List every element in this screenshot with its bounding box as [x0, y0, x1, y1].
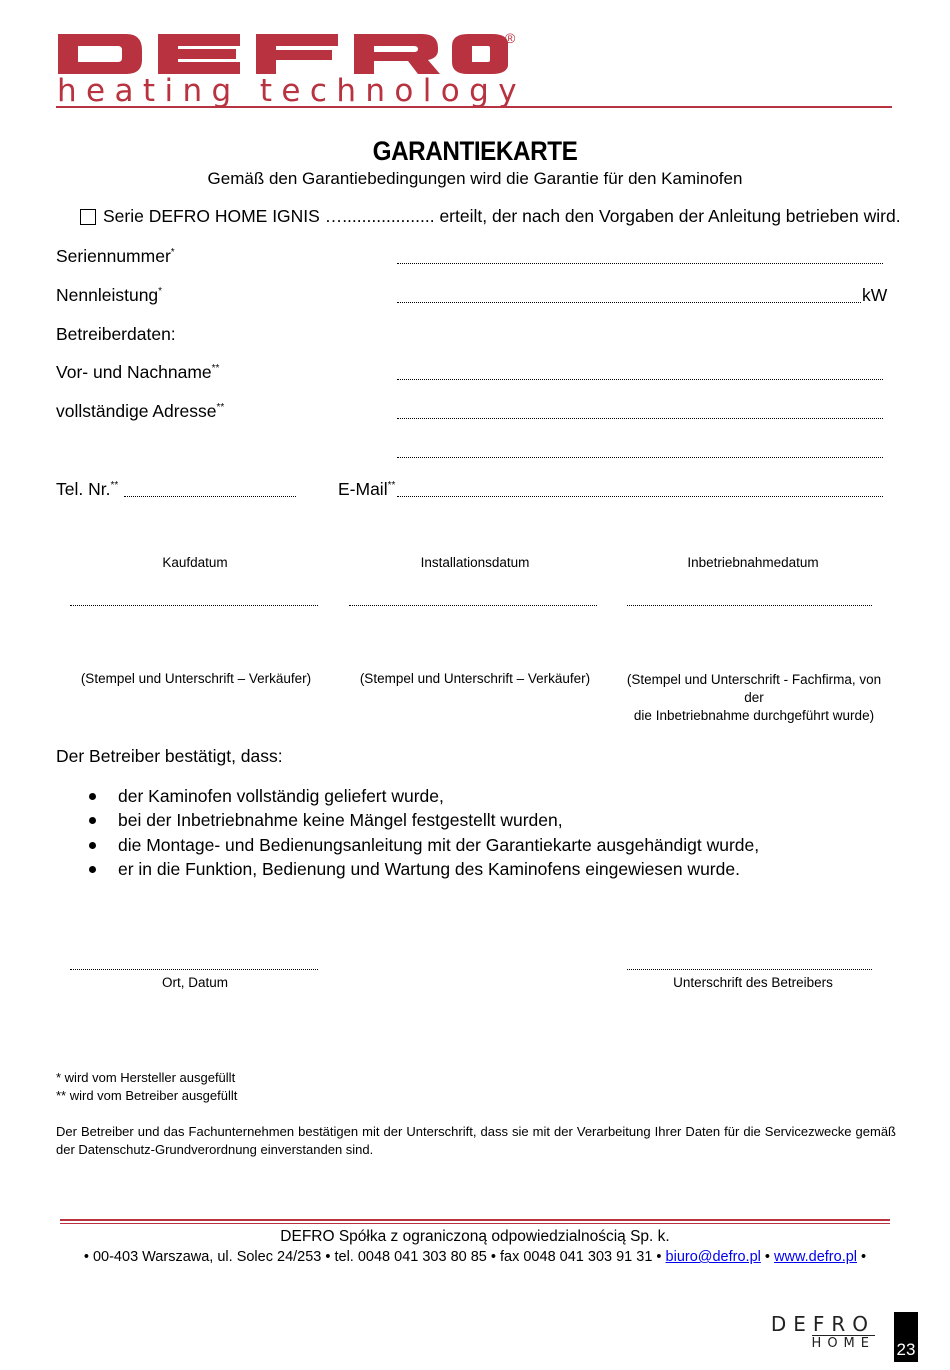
list-item: die Montage- und Bedienungsanleitung mit der Garantiekarte ausgehändigt wurde, — [88, 833, 759, 858]
operator-label: Betreiberdaten: — [56, 324, 176, 344]
tel-label: Tel. Nr.** — [56, 479, 119, 499]
seller-stamp-label-1: (Stempel und Unterschrift – Verkäufer) — [80, 671, 312, 686]
footer-rule-thin — [60, 1223, 890, 1224]
series-checkbox[interactable] — [80, 209, 96, 225]
installation-date-label: Installationsdatum — [420, 555, 530, 570]
serial-field[interactable] — [397, 263, 883, 264]
operator-signature-label: Unterschrift des Betreibers — [673, 975, 833, 990]
series-line — [80, 206, 901, 227]
address-field-1[interactable] — [397, 418, 883, 419]
bullet-icon — [89, 793, 96, 800]
operator-signature-field[interactable] — [627, 969, 872, 970]
bullet-icon — [89, 842, 96, 849]
commissioning-date-field[interactable] — [627, 605, 872, 606]
bullet-icon — [89, 817, 96, 824]
power-label: Nennleistung* — [56, 285, 163, 305]
commissioning-date-label: Inbetriebnahmedatum — [687, 555, 819, 570]
page-number: 23 — [894, 1312, 918, 1362]
company-contacts: • 00-403 Warszawa, ul. Solec 24/253 • tel. 0048 041 303 80 85 • fax 0048 041 303 91 31 • biuro@defro.pl • www.defro.pl • — [83, 1249, 867, 1265]
list-item: bei der Inbetriebnahme keine Mängel festgestellt wurden, — [88, 809, 759, 834]
tel-field[interactable] — [124, 496, 296, 497]
address-field-2[interactable] — [397, 457, 883, 458]
defro-logo — [56, 30, 516, 78]
list-item: der Kaminofen vollständig geliefert wurde, — [88, 784, 759, 809]
power-field[interactable] — [397, 302, 861, 303]
place-date-field[interactable] — [70, 969, 318, 970]
name-label: Vor- und Nachname** — [56, 362, 220, 382]
place-date-label: Ort, Datum — [161, 975, 228, 990]
email-label: E-Mail** — [338, 479, 396, 499]
purchase-date-field[interactable] — [70, 605, 318, 606]
page-subtitle: Gemäß den Garantiebedingungen wird die Garantie für den Kaminofen — [207, 169, 743, 188]
purchase-date-label: Kaufdatum — [162, 555, 228, 570]
power-unit: kW — [862, 285, 888, 305]
privacy-note: Der Betreiber und das Fachunternehmen bestätigen mit der Unterschrift, dass sie mit der Verarbeitung Ihrer Daten für die Servicezwecke gemäß der Datenschutz-Grundverordnung einverstanden sind. — [56, 1124, 896, 1157]
footer-rule — [60, 1219, 890, 1221]
bullet-icon — [89, 866, 96, 873]
registered-mark: ® — [505, 30, 516, 46]
logo-tagline: heating technology — [57, 73, 526, 109]
series-text: Serie DEFRO HOME IGNIS …................... erteilt, der nach den Vorgaben der Anleitung betrieben wird. — [103, 206, 901, 226]
note-manufacturer: * wird vom Hersteller ausgefüllt — [56, 1070, 236, 1085]
serial-label: Seriennummer* — [56, 246, 175, 266]
email-link[interactable]: biuro@defro.pl — [665, 1249, 761, 1265]
defro-home-logo: DEFRO HOME — [770, 1312, 875, 1351]
seller-stamp-label-2: (Stempel und Unterschrift – Verkäufer) — [359, 671, 591, 686]
website-link[interactable]: www.defro.pl — [774, 1249, 858, 1265]
header-rule — [56, 106, 892, 108]
email-field[interactable] — [397, 496, 883, 497]
confirm-list — [88, 784, 759, 882]
address-label: vollständige Adresse** — [56, 401, 225, 421]
installer-stamp-label: (Stempel und Unterschrift - Fachfirma, von der die Inbetriebnahme durchgeführt wurde) — [626, 672, 882, 723]
installation-date-field[interactable] — [349, 605, 597, 606]
note-operator: ** wird vom Betreiber ausgefüllt — [56, 1088, 238, 1103]
confirm-intro: Der Betreiber bestätigt, dass: — [56, 746, 283, 766]
page-title: GARANTIEKARTE — [372, 136, 578, 166]
list-item: er in die Funktion, Bedienung und Wartung des Kaminofens eingewiesen wurde. — [88, 858, 759, 883]
company-name: DEFRO Spółka z ograniczoną odpowiedzialnością Sp. k. — [280, 1228, 670, 1245]
name-field[interactable] — [397, 379, 883, 380]
